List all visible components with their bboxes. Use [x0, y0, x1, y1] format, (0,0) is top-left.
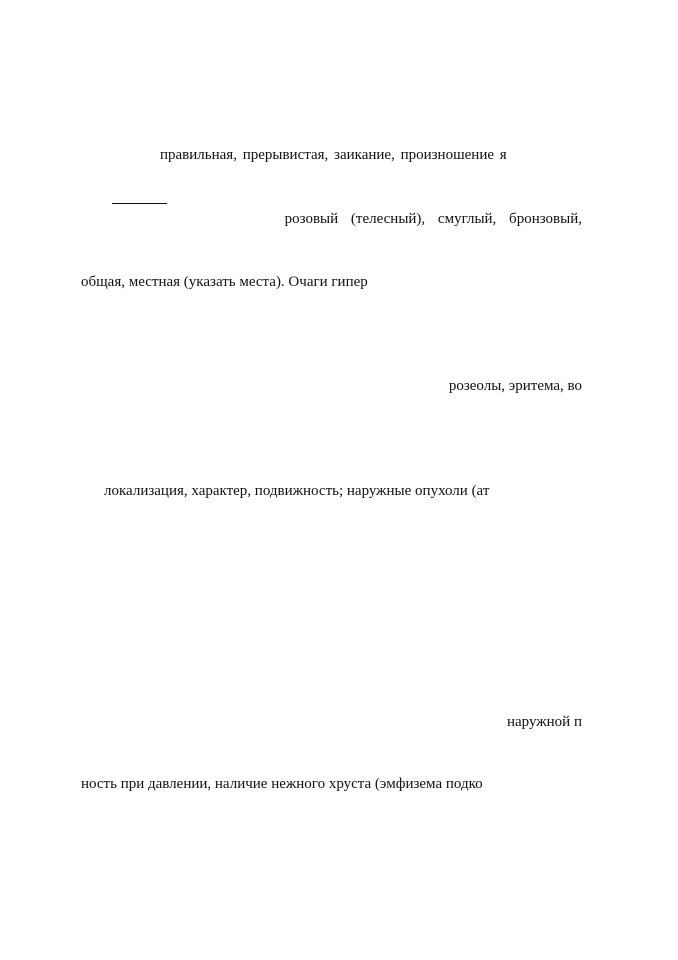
text-line-palpation: ность при давлении, наличие нежного хруста (эмфизема подко — [81, 776, 483, 792]
text-line-location: общая, местная (указать места). Очаги гипер — [81, 274, 368, 290]
underline-rule — [112, 203, 167, 204]
text-line-external: наружной п — [507, 714, 582, 730]
text-line-skin-color: розовый (телесный), смуглый, бронзовый, — [284, 211, 582, 227]
text-line-tumors: локализация, характер, подвижность; наружные опухоли (ат — [104, 483, 490, 499]
text-line-speech: правильная, прерывистая, заикание, произношение я — [160, 147, 507, 163]
text-line-rash: розеолы, эритема, во — [448, 378, 582, 394]
